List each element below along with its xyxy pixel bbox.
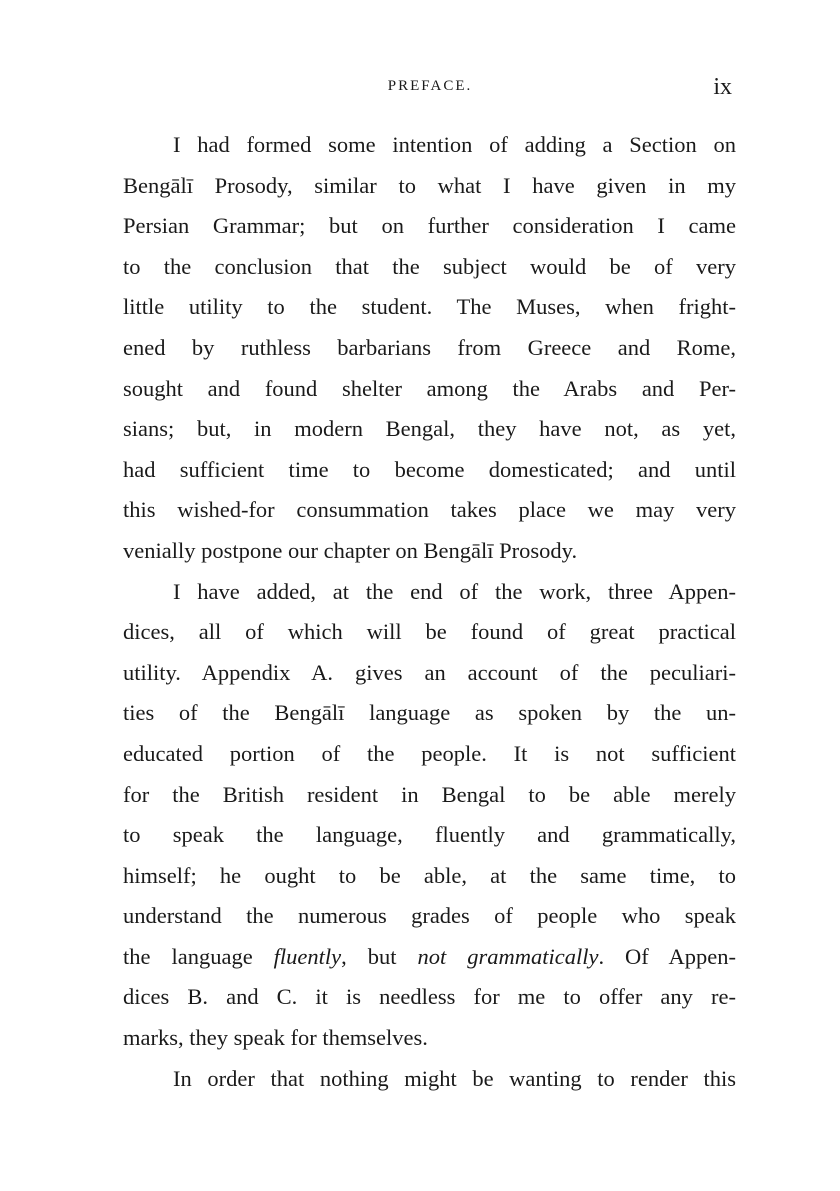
text-fragment: the language — [123, 943, 274, 969]
text-line: Persian Grammar; but on further consideration I came — [123, 213, 736, 239]
text-line: In order that nothing might be wanting to render this — [173, 1065, 736, 1091]
text-fragment: , but — [341, 943, 418, 969]
text-line: marks, they speak for themselves. — [123, 1025, 428, 1051]
text-line — [123, 937, 736, 978]
text-line: ties of the Bengālī language as spoken by the un- — [123, 700, 736, 726]
text-line: understand the numerous grades of people who speak — [123, 903, 736, 929]
body-text — [123, 125, 736, 1099]
text-line: Bengālī Prosody, similar to what I have given in my — [123, 172, 736, 198]
text-fragment: . Of Appen- — [598, 943, 736, 969]
text-line: this wished-for consummation takes place we may very — [123, 497, 736, 523]
text-line: little utility to the student. The Muses, when fright- — [123, 294, 736, 320]
text-line: venially postpone our chapter on Bengālī Prosody. — [123, 537, 578, 563]
text-line: sought and found shelter among the Arabs and Per- — [123, 375, 736, 401]
text-line: ened by ruthless barbarians from Greece and Rome, — [123, 334, 736, 360]
italic-text: fluently — [273, 943, 342, 969]
text-line: dices, all of which will be found of great practical — [123, 619, 736, 645]
text-line: for the British resident in Bengal to be able merely — [123, 781, 736, 807]
text-line: to speak the language, fluently and grammatically, — [123, 822, 736, 848]
running-head — [0, 74, 840, 104]
text-line: I had formed some intention of adding a Section on — [173, 132, 736, 157]
text-line: I have added, at the end of the work, three Appen- — [173, 578, 736, 604]
page-number: ix — [713, 74, 732, 100]
text-line: utility. Appendix A. gives an account of the peculiari- — [123, 659, 736, 685]
text-line: had sufficient time to become domesticated; and until — [123, 456, 736, 482]
text-line: to the conclusion that the subject would be of very — [123, 253, 736, 279]
text-line: educated portion of the people. It is not sufficient — [123, 740, 736, 766]
text-line: sians; but, in modern Bengal, they have not, as yet, — [123, 416, 736, 442]
text-line: himself; he ought to be able, at the same time, to — [123, 862, 736, 888]
italic-text: not grammatically — [417, 943, 599, 969]
text-line: dices B. and C. it is needless for me to offer any re- — [123, 984, 736, 1010]
running-title: PREFACE. — [387, 78, 473, 94]
